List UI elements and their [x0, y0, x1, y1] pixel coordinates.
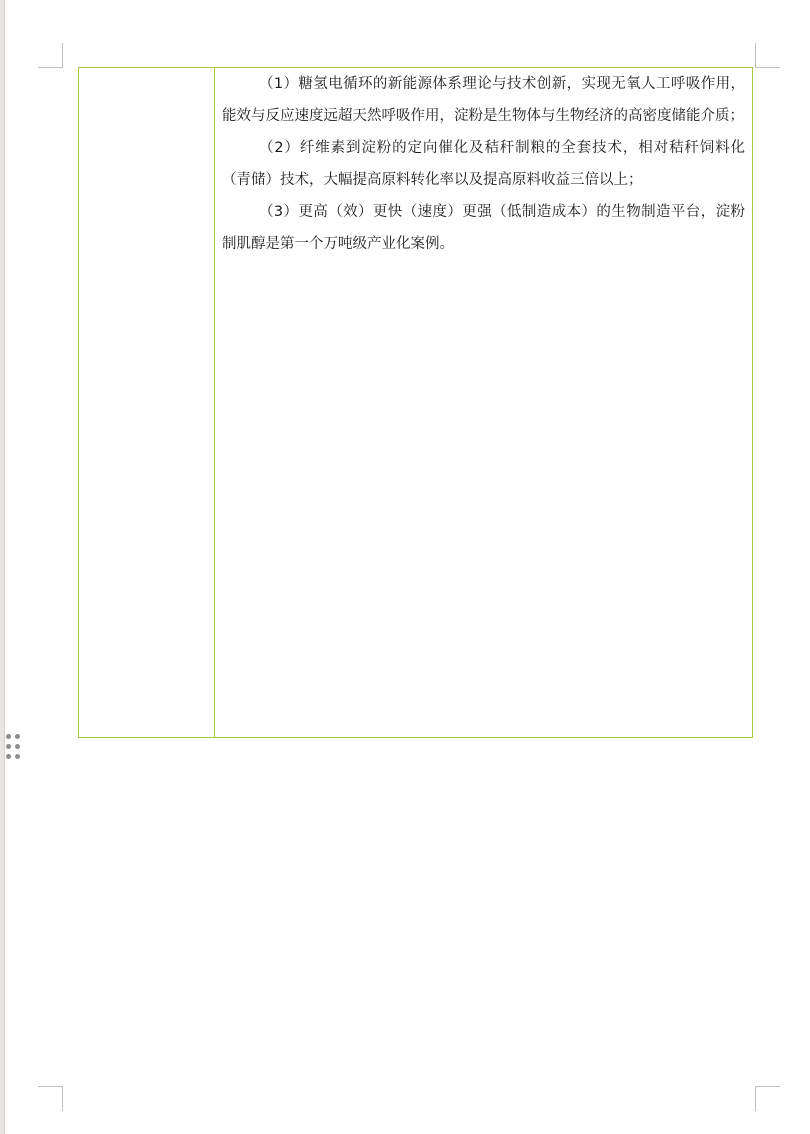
page-edge-line — [4, 0, 5, 1134]
table-cell-left[interactable] — [79, 68, 215, 737]
content-table — [78, 67, 753, 738]
crop-mark-bottom-right — [755, 1086, 780, 1111]
paragraph-2: （2）纤维素到淀粉的定向催化及秸秆制粮的全套技术，相对秸秆饲料化（青储）技术，大幅提高原料转化率以及提高原料收益三倍以上； — [222, 140, 745, 188]
crop-mark-bottom-left — [38, 1086, 63, 1111]
paragraph-3: （3）更高（效）更快（速度）更强（低制造成本）的生物制造平台，淀粉制肌醇是第一个万吨级产业化案例。 — [222, 204, 745, 252]
table-cell-right[interactable] — [215, 68, 752, 737]
crop-mark-top-left — [38, 43, 63, 68]
crop-mark-top-right — [755, 43, 780, 68]
paragraph-1: （1）糖氢电循环的新能源体系理论与技术创新，实现无氧人工呼吸作用，能效与反应速度远超天然呼吸作用，淀粉是生物体与生物经济的高密度储能介质； — [222, 76, 745, 124]
drag-dots-icon[interactable] — [5, 733, 23, 763]
